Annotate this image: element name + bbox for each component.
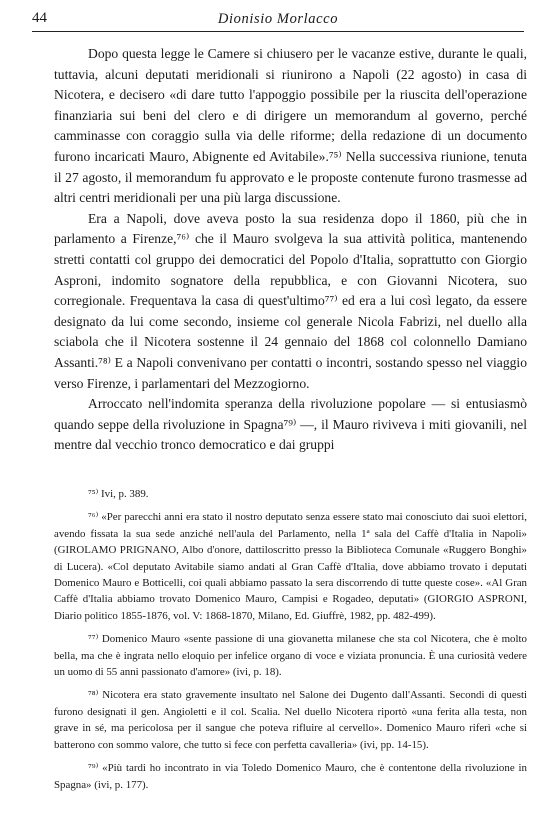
running-header [32,10,524,32]
footnote-77: ⁷⁷⁾ Domenico Mauro «sente passione di una giovanetta milanese che sta col Nicotera, che è molto bella, ma che è ingrata nello eloquio per infelice organo di voce e viziata pronuncia. È una curiosità vedere un uomo di 55 anni passionato d'amore» (ivi, p. 18). [54,633,527,679]
footnote-76: ⁷⁶⁾ «Per parecchi anni era stato il nostro deputato senza essere stato mai conosciuto dai suoi elettori, avendo fissata la sua sede anziché nell'aula del Parlamento, nella 1ª sala del Caffè d'Italia in Napoli» (GIROLAMO PRIGNANO, Albo d'onore, dattiloscritto presso la Biblioteca Comunale «Ruggero Bonghi» di Lucera). «Col deputato Avitabile siamo andati al Gran Caffè d'Italia, dove abbiamo trovato i deputati Domenico Mauro e Botticelli, coi quali abbiamo passato la sera discorrendo di tutte queste cose». «Al Gran Caffè d'Italia abbiamo trovato Domenico Mauro, Campisi e Rogadeo, deputati» (GIORGIO ASPRONI, Diario politico 1855-1876, vol. V: 1868-1870, Milano, Ed. Giuffrè, 1982, pp. 482-499). [54,511,527,622]
body-paragraph: Era a Napoli, dove aveva posto la sua residenza dopo il 1860, più che in parlamento a Firenze,⁷⁶⁾ che il Mauro svolgeva la sua attività politica, mantenendo stretti contatti col gruppo dei democratici del Popolo d'Italia, soprattutto con Giorgio Asproni, indomito sognatore della repubblica, e con Giovanni Nicotera, suo corregionale. Frequentava la casa di quest'ultimo⁷⁷⁾ ed era a lui così legato, da essere designato da lui come secondo, insieme col generale Nicola Fabrizi, nel duello alla sciabola che il Nicotera sostenne il 24 gennaio del 1868 col colonnello Damiano Assanti.⁷⁸⁾ E a Napoli convenivano per contatti o incontri, sostando spesso nel viaggio verso Firenze, i parlamentari del Mezzogiorno. [54,210,527,391]
body-paragraph: Dopo questa legge le Camere si chiusero per le vacanze estive, durante le quali, tuttavia, alcuni deputati meridionali si riunirono a Napoli (22 agosto) in casa di Nicotera, e decisero «di dare tutto l'appoggio possibile per la riuscita dell'operazione finanziaria sui beni del clero e di dirigere un memorandum al governo, perché camminasse con coraggio sulla via delle riforme; della redazione di un documento furono incaricati Mauro, Abignente ed Avitabile».⁷⁵⁾ Nella successiva riunione, tenuta il 27 agosto, il memorandum fu approvato e le proposte contenute furono trasmesse ad altri centri meridionali per una più larga discussione. [54,46,527,206]
running-head-author: Dionisio Morlacco [217,11,339,27]
header-rule [32,31,524,32]
footnote-75: ⁷⁵⁾ Ivi, p. 389. [88,488,149,500]
footnotes [54,486,527,800]
footnote-79: ⁷⁹⁾ «Più tardi ho incontrato in via Toledo Domenico Mauro, che è contentone della rivoluzione in Spagna» (ivi, p. 177). [54,762,527,791]
page-number: 44 [32,10,47,26]
body-paragraph: Arroccato nell'indomita speranza della rivoluzione popolare — si entusiasmò quando seppe della rivoluzione in Spagna⁷⁹⁾ —, il Mauro riviveva i miti giovanili, nel mentre dal vecchio tronco democratico e dai gruppi [54,396,527,453]
body-text [54,44,527,456]
footnote-78: ⁷⁸⁾ Nicotera era stato gravemente insultato nel Salone dei Dugento dall'Assanti. Secondi di questi furono designati il gen. Angioletti e il col. Scalia. Nel duello Nicotera riportò «una ferita alla testa, non grave in sé, ma pericolosa per il sangue che poteva rifluire al cervello». Domenico Mauro riferì «che si batterono con sommo valore, che tutto si fece con perfetta cavalleria» (ivi, pp. 14-15). [54,689,527,751]
